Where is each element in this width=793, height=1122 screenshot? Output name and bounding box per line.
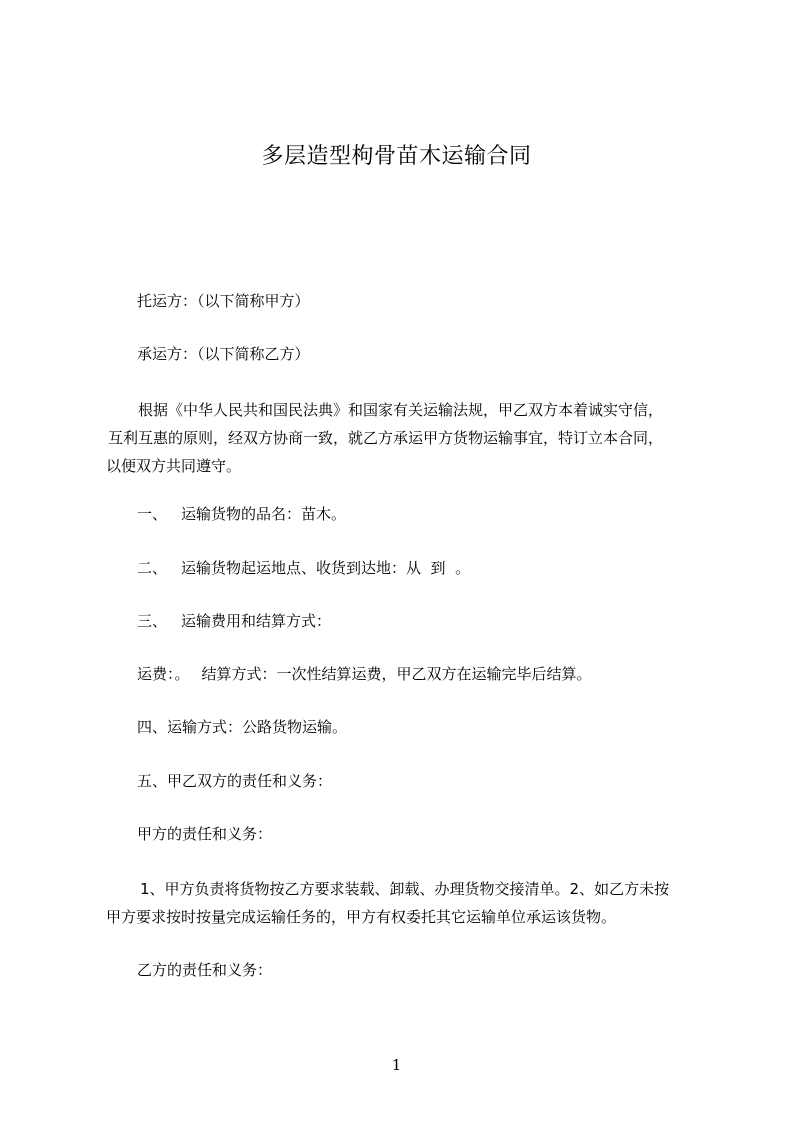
fee-line — [137, 664, 592, 684]
party-a-line-2: 甲方要求按时按量完成运输任务的，甲方有权委托其它运输单位承运该货物。 — [106, 908, 617, 926]
clause-2 — [137, 558, 470, 578]
clause-1-number: 一、 — [137, 505, 168, 523]
clause-4: 四、运输方式：公路货物运输。 — [137, 718, 348, 736]
clause-3 — [137, 611, 331, 631]
intro-paragraph — [106, 396, 663, 480]
clause-1-text: 运输货物的品名：苗木。 — [181, 505, 347, 523]
fee-settlement: 结算方式：一次性结算运费，甲乙双方在运输完毕后结算。 — [201, 665, 592, 683]
carrier-line: 承运方：（以下简称乙方） — [137, 345, 310, 363]
page-number: 1 — [391, 1056, 402, 1074]
party-b-heading: 乙方的责任和义务： — [137, 961, 273, 979]
shipper-line: 托运方：（以下简称甲方） — [137, 292, 310, 310]
intro-line-2: 互利互惠的原则，经双方协商一致，就乙方承运甲方货物运输事宜，特订立本合同， — [108, 429, 664, 447]
clause-3-number: 三、 — [137, 612, 168, 630]
clause-2-text: 运输货物起运地点、收货到达地：从 到 。 — [181, 559, 471, 577]
fee-label: 运费：。 — [137, 665, 190, 683]
clause-1 — [137, 504, 346, 524]
party-a-paragraph — [106, 875, 669, 931]
party-a-heading: 甲方的责任和义务： — [137, 825, 273, 843]
intro-line-1: 根据《中华人民共和国民法典》和国家有关运输法规，甲乙双方本着诚实守信， — [138, 401, 664, 419]
intro-line-3: 以便双方共同遵守。 — [106, 457, 242, 475]
document-title: 多层造型枸骨苗木运输合同 — [261, 144, 532, 169]
clause-3-text: 运输费用和结算方式： — [181, 612, 332, 630]
clause-2-number: 二、 — [137, 559, 168, 577]
party-a-line-1: 1、甲方负责将货物按乙方要求装载、卸载、办理货物交接清单。2、如乙方未按 — [140, 880, 670, 898]
clause-5: 五、甲乙双方的责任和义务： — [137, 772, 333, 790]
